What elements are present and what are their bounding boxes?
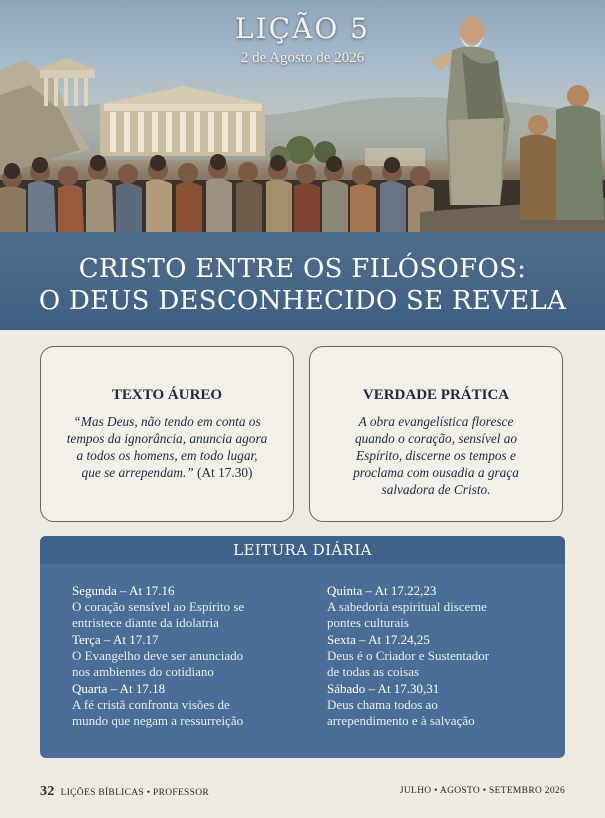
reading-day-saturday (327, 681, 557, 729)
reading-day-friday (327, 632, 557, 680)
reading-day-text: O Evangelho deve ser anunciado (72, 648, 244, 663)
reading-day-text: pontes culturais (327, 615, 409, 630)
practical-truth-line: quando o coração, sensível ao (354, 431, 518, 446)
footer-left (40, 784, 209, 800)
reading-day-title: Sábado – At 17.30,31 (327, 681, 440, 696)
reading-day-thursday (327, 583, 557, 631)
page-number: 32 (40, 784, 55, 799)
reading-day-title: Terça – At 17.17 (72, 632, 159, 647)
reading-day-text: A fé cristã confronta visões de (72, 697, 230, 712)
hero-illustration (0, 0, 605, 232)
practical-truth-line: Espírito, discerne os tempos e (356, 448, 516, 463)
reading-day-text: arrependimento e à salvação (327, 713, 475, 728)
golden-text-line: tempos da ignorância, anuncia agora (66, 431, 268, 446)
footer-period: JULHO • AGOSTO • SETEMBRO 2026 (399, 786, 565, 796)
golden-text-box (40, 346, 294, 522)
reading-day-title: Sexta – At 17.24,25 (327, 632, 430, 647)
lesson-title-band (0, 232, 605, 330)
practical-truth-box (309, 346, 563, 522)
reading-day-text: Deus é o Criador e Sustentador (327, 648, 490, 663)
reading-day-text: entristece diante da idolatria (72, 615, 219, 630)
practical-truth-line: proclama com ousadia a graça (353, 465, 519, 480)
daily-reading-header (40, 536, 565, 564)
practical-truth-heading: VERDADE PRÁTICA (362, 387, 510, 403)
daily-reading-panel (40, 536, 565, 758)
reading-day-wednesday (72, 681, 302, 729)
lesson-title-line-2: O DEUS DESCONHECIDO SE REVELA (38, 286, 567, 316)
golden-text-line: a todos os homens, em todo lugar, (76, 448, 258, 463)
reading-day-title: Segunda – At 17.16 (72, 583, 175, 598)
publication-name: LIÇÕES BÍBLICAS • PROFESSOR (60, 788, 210, 798)
reading-day-text: Deus chama todos ao (327, 697, 438, 712)
reading-day-text: nos ambientes do cotidiano (72, 664, 214, 679)
lesson-number: LIÇÃO 5 (235, 12, 370, 45)
reading-day-text: mundo que negam a ressurreição (72, 713, 244, 728)
practical-truth-line: A obra evangelística floresce (358, 414, 514, 429)
lesson-date: 2 de Agosto de 2026 (240, 50, 365, 66)
reading-day-text: O coração sensível ao Espírito se (72, 599, 245, 614)
reading-day-text: de todas as coisas (327, 664, 420, 679)
reading-day-text: A sabedoria espiritual discerne (327, 599, 487, 614)
reading-day-monday (72, 583, 302, 631)
golden-text-line: “Mas Deus, não tendo em conta os (73, 414, 261, 429)
golden-text-line: que se arrependam.” (81, 465, 194, 480)
golden-text-heading: TEXTO ÁUREO (111, 387, 223, 403)
reading-day-tuesday (72, 632, 302, 680)
reading-day-title: Quarta – At 17.18 (72, 681, 166, 696)
golden-text-reference: (At 17.30) (197, 465, 253, 480)
lesson-title-line-1: CRISTO ENTRE OS FILÓSOFOS: (78, 254, 527, 284)
reading-day-title: Quinta – At 17.22,23 (327, 583, 437, 598)
daily-reading-heading: LEITURA DIÁRIA (233, 541, 372, 559)
golden-text-quote (57, 413, 277, 481)
practical-truth-line: salvadora de Cristo. (381, 482, 491, 497)
practical-truth-text (326, 413, 546, 498)
